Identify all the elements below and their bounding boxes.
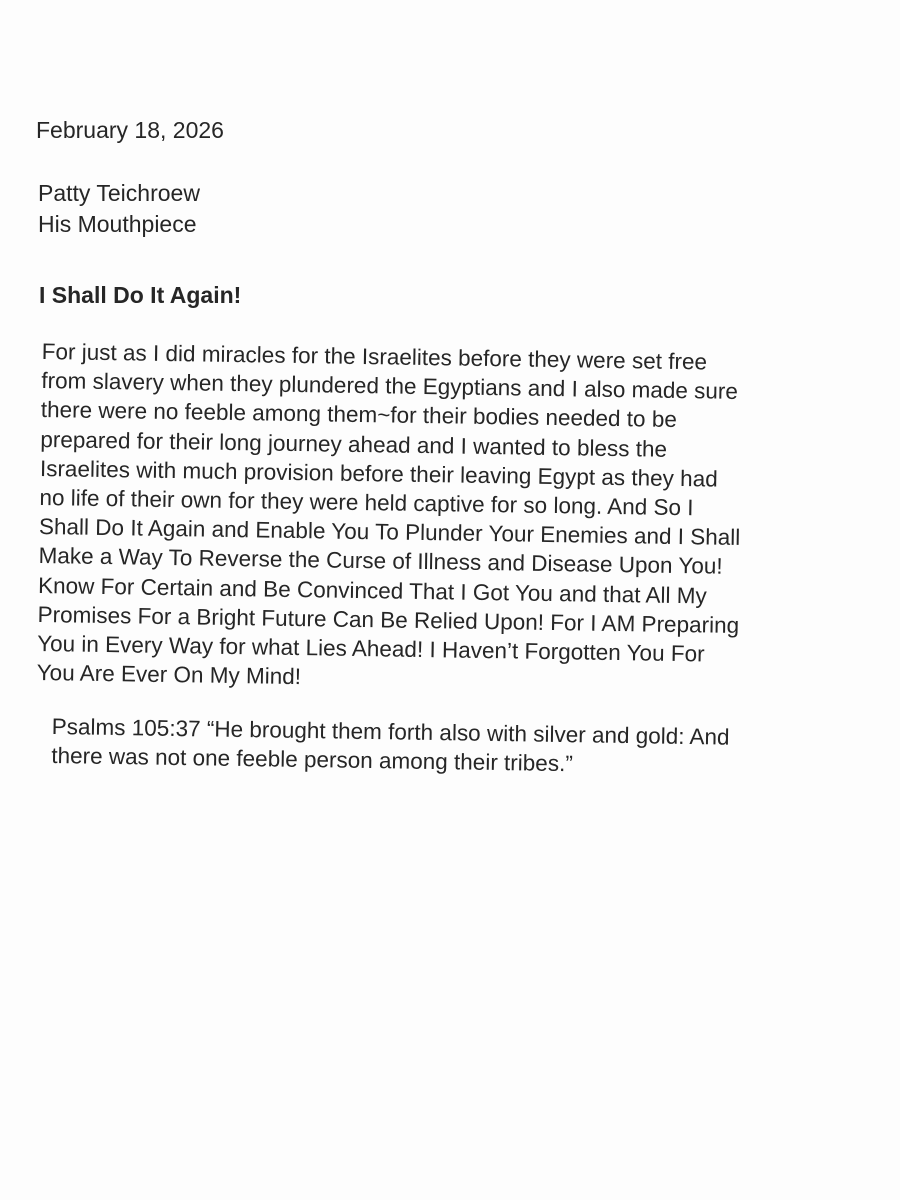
scripture-line: Psalms 105:37 “He brought them forth also with silver and gold: And <box>51 713 730 750</box>
body-line: from slavery when they plundered the Egyptians and I also made sure <box>41 368 739 405</box>
body-line: For just as I did miracles for the Israelites before they were set free <box>41 338 708 375</box>
body-line: Make a Way To Reverse the Curse of Illness and Disease Upon You! <box>38 543 723 580</box>
author-name: Patty Teichroew <box>38 180 200 206</box>
scripture-line: there was not one feeble person among their tribes.” <box>51 742 574 777</box>
author-role: His Mouthpiece <box>38 211 197 237</box>
body-line: You in Every Way for what Lies Ahead! I Haven’t Forgotten You For <box>36 630 705 667</box>
author-block <box>38 178 200 240</box>
body-line: prepared for their long journey ahead and I wanted to bless the <box>40 426 668 462</box>
body-line: Promises For a Bright Future Can Be Relied Upon! For I AM Preparing <box>37 601 740 638</box>
letter-body <box>36 337 861 700</box>
body-line: there were no feeble among them~for their bodies needed to be <box>40 397 678 433</box>
body-line: Israelites with much provision before their leaving Egypt as they had <box>39 455 718 492</box>
body-line: You Are Ever On My Mind! <box>36 660 302 690</box>
body-line: no life of their own for they were held captive for so long. And So I <box>39 484 694 521</box>
scripture-quote <box>51 712 852 783</box>
letter-title: I Shall Do It Again! <box>39 282 242 308</box>
body-line: Know For Certain and Be Convinced That I Got You and that All My <box>37 572 707 609</box>
letter-date: February 18, 2026 <box>36 117 224 143</box>
body-line: Shall Do It Again and Enable You To Plunder Your Enemies and I Shall <box>38 514 741 551</box>
